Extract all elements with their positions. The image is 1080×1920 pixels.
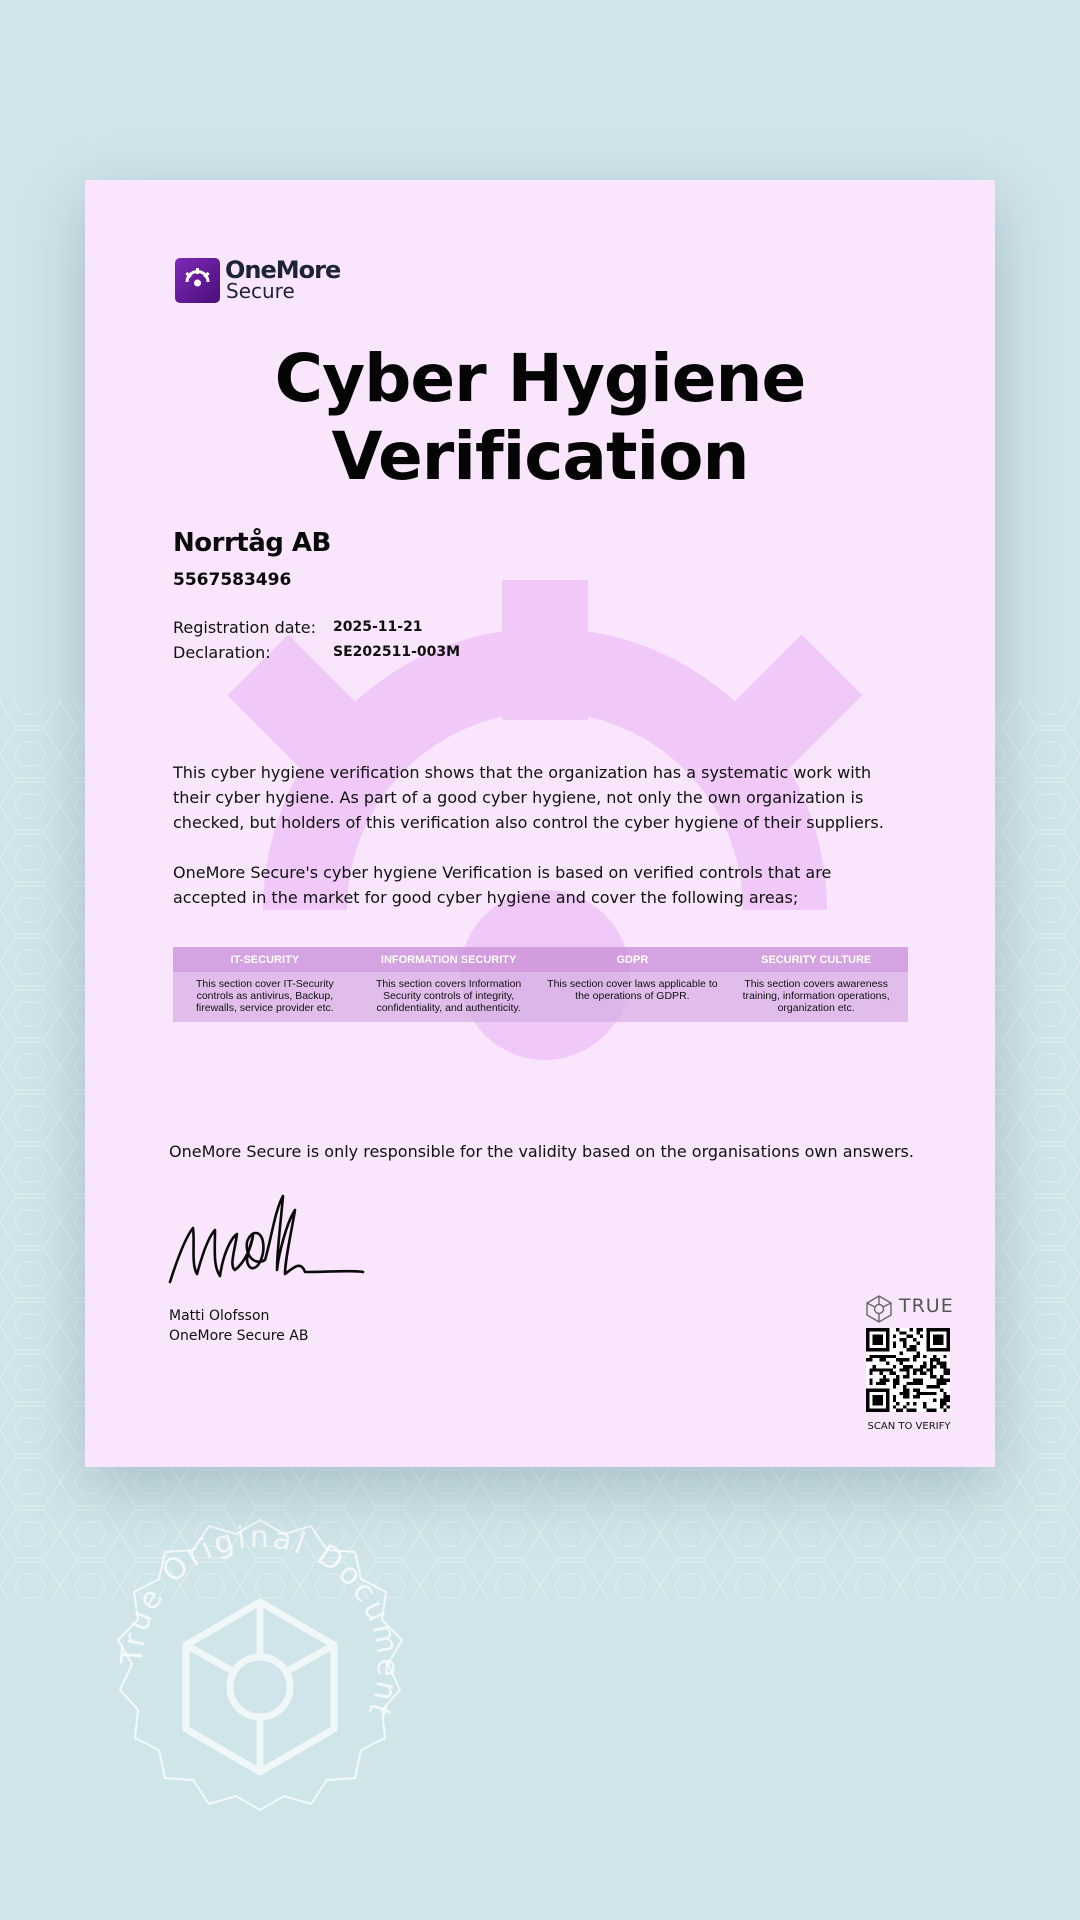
description-paragraph-2: OneMore Secure's cyber hygiene Verification is based on verified controls that are accepted in the market for good cyber hygiene and cover the following areas; [173, 863, 832, 907]
areas-description-row [173, 972, 908, 1022]
scan-to-verify-label: SCAN TO VERIFY [867, 1421, 951, 1432]
eye-icon [175, 258, 220, 303]
certificate-document [85, 180, 995, 1467]
signer-company: OneMore Secure AB [169, 1328, 309, 1344]
coverage-areas-table [173, 947, 908, 1022]
onemore-secure-logo [175, 258, 345, 308]
declaration-value: SE202511-003M [333, 644, 461, 660]
area-desc-it-security: This section cover IT-Security controls as antivirus, Backup, firewalls, service provider etc. [173, 972, 357, 1022]
true-original-document-seal [85, 1490, 435, 1840]
description-paragraph-1: This cyber hygiene verification shows that the organization has a systematic work with their cyber hygiene. As part of a good cyber hygiene, not only the own organization is checked, but holders of this verification also control the cyber hygiene of their suppliers. [173, 763, 884, 832]
true-brand-label: TRUE [899, 1295, 954, 1317]
logo-text-line2: Secure [226, 279, 295, 303]
areas-header-row [173, 947, 908, 972]
handwritten-signature [165, 1190, 365, 1290]
area-title-security-culture: SECURITY CULTURE [724, 947, 908, 972]
title-line-2: Verification [331, 418, 749, 495]
declaration-label: Declaration: [173, 643, 271, 662]
registration-date-label: Registration date: [173, 618, 317, 637]
certificate-title [85, 340, 995, 496]
title-line-1: Cyber Hygiene [274, 340, 806, 417]
registration-date-value: 2025-11-21 [333, 619, 423, 635]
organization-number: 5567583496 [173, 570, 292, 590]
area-desc-information-security: This section covers Information Security controls of integrity, confidentiality, and authenticity. [357, 972, 541, 1022]
area-desc-gdpr: This section cover laws applicable to the operations of GDPR. [541, 972, 725, 1022]
area-title-information-security: INFORMATION SECURITY [357, 947, 541, 972]
area-desc-security-culture: This section covers awareness training, information operations, organization etc. [724, 972, 908, 1022]
company-name: Norrtåg AB [173, 528, 331, 558]
area-title-it-security: IT-SECURITY [173, 947, 357, 972]
area-title-gdpr: GDPR [541, 947, 725, 972]
signer-name: Matti Olofsson [169, 1308, 270, 1324]
true-hex-icon [864, 1295, 894, 1323]
disclaimer-text: OneMore Secure is only responsible for the validity based on the organisations own answers. [169, 1142, 914, 1161]
logo-text-line1: OneMore [225, 256, 341, 284]
seal-text: True Original Document [114, 1519, 406, 1725]
verification-qr-code[interactable] [866, 1328, 950, 1412]
